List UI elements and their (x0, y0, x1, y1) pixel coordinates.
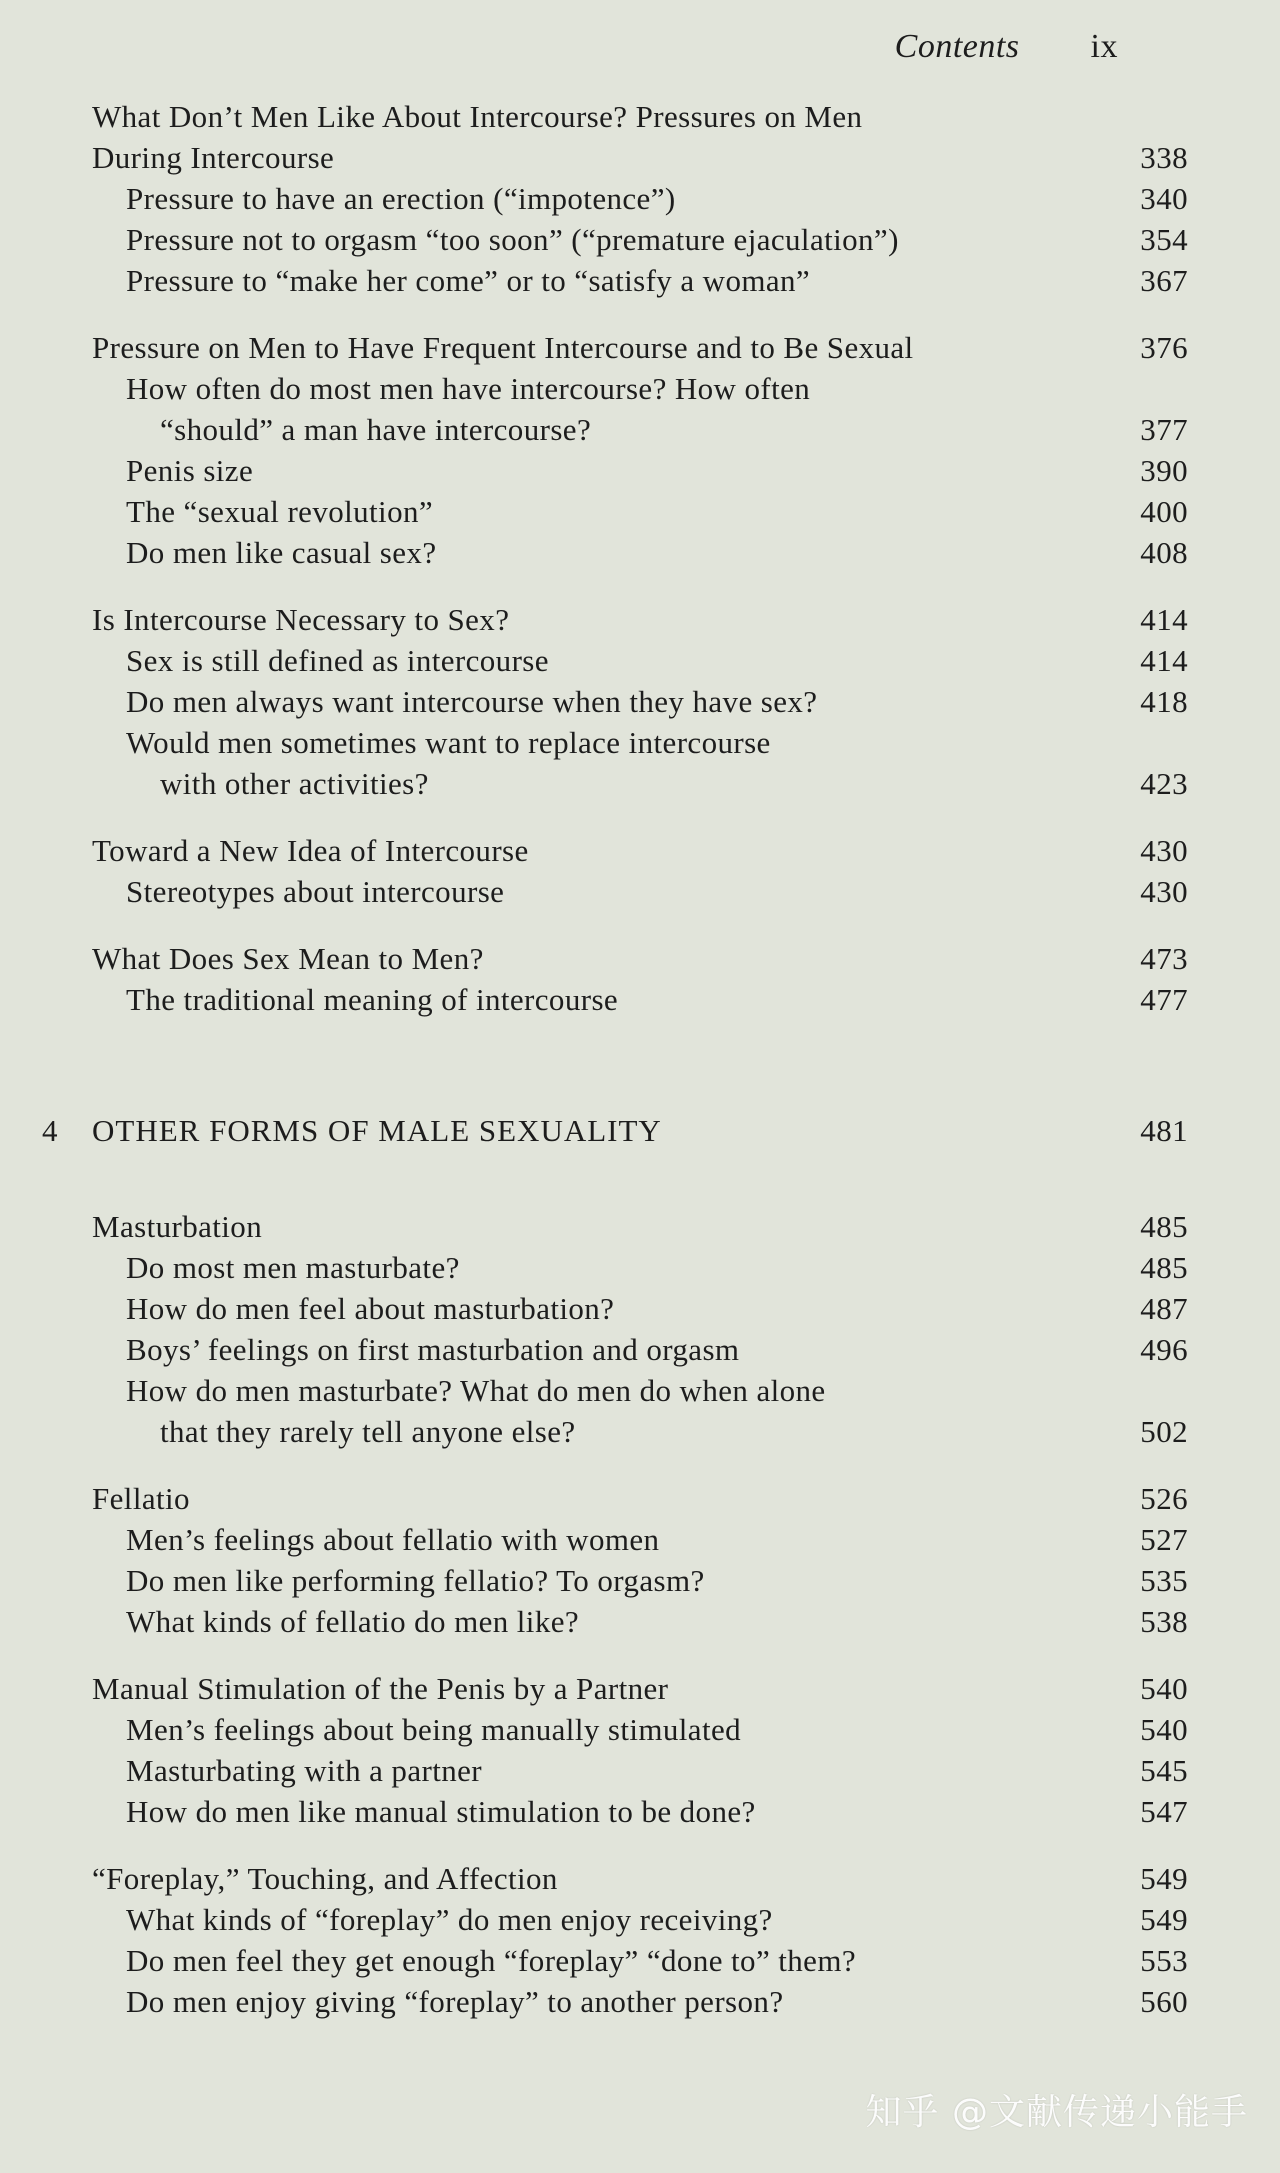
toc-subsection-entry (0, 1411, 1280, 1452)
toc-entry-title: How often do most men have intercourse? How often (126, 371, 811, 406)
chapter-number: 4 (42, 1113, 58, 1148)
toc-entry-title: Sex is still defined as intercourse (126, 643, 549, 678)
toc-entry-title: What Does Sex Mean to Men? (92, 941, 484, 976)
toc-entry-page-number: 473 (1140, 941, 1188, 976)
toc-entry-title: Toward a New Idea of Intercourse (92, 833, 529, 868)
toc-entry-title: Would men sometimes want to replace intercourse (126, 725, 771, 760)
toc-entry-page-number: 553 (1140, 1943, 1188, 1978)
toc-entry-page-number: 408 (1140, 535, 1188, 570)
toc-entry-page-number: 545 (1140, 1753, 1188, 1788)
toc-section-entry (0, 830, 1280, 871)
toc-subsection-entry (0, 1288, 1280, 1329)
toc-entry-page-number: 477 (1140, 982, 1188, 1017)
toc-subsection-entry (0, 1940, 1280, 1981)
toc-entry-page-number: 560 (1140, 1984, 1188, 2019)
toc-entry-title: Pressure not to orgasm “too soon” (“premature ejaculation”) (126, 222, 899, 257)
toc-entry-page-number: 430 (1140, 874, 1188, 909)
toc-entry-title: Do men enjoy giving “foreplay” to another person? (126, 1984, 784, 2019)
toc-entry-page-number: 400 (1140, 494, 1188, 529)
toc-section-entry (0, 137, 1280, 178)
table-of-contents (0, 96, 1280, 2022)
toc-entry-page-number: 502 (1140, 1414, 1188, 1449)
toc-subsection-entry (0, 979, 1280, 1020)
toc-entry-title: What kinds of “foreplay” do men enjoy receiving? (126, 1902, 773, 1937)
chapter-page-number: 481 (1140, 1113, 1188, 1148)
toc-entry-title: Pressure on Men to Have Frequent Intercourse and to Be Sexual (92, 330, 914, 365)
toc-entry-page-number: 423 (1140, 766, 1188, 801)
spacer (0, 1020, 1280, 1110)
toc-entry-page-number: 414 (1140, 602, 1188, 637)
toc-entry-page-number: 496 (1140, 1332, 1188, 1367)
toc-entry-page-number: 549 (1140, 1861, 1188, 1896)
toc-subsection-entry (0, 1601, 1280, 1642)
toc-entry-title: Do men feel they get enough “foreplay” “done to” them? (126, 1943, 856, 1978)
toc-entry-title: How do men masturbate? What do men do when alone (126, 1373, 826, 1408)
toc-entry-title: How do men feel about masturbation? (126, 1291, 615, 1326)
toc-entry-page-number: 535 (1140, 1563, 1188, 1598)
toc-entry-title: How do men like manual stimulation to be done? (126, 1794, 756, 1829)
toc-subsection-entry (0, 640, 1280, 681)
toc-entry-title: “Foreplay,” Touching, and Affection (92, 1861, 558, 1896)
toc-entry-title: Do men always want intercourse when they have sex? (126, 684, 818, 719)
toc-section-entry (0, 1858, 1280, 1899)
toc-entry-page-number: 540 (1140, 1671, 1188, 1706)
toc-entry-title: Pressure to have an erection (“impotence”) (126, 181, 676, 216)
running-head (895, 28, 1118, 66)
toc-entry-page-number: 338 (1140, 140, 1188, 175)
toc-entry-page-number: 547 (1140, 1794, 1188, 1829)
toc-entry-page-number: 414 (1140, 643, 1188, 678)
chapter-title: OTHER FORMS OF MALE SEXUALITY (92, 1113, 662, 1148)
toc-entry-title: Men’s feelings about being manually stimulated (126, 1712, 742, 1747)
toc-entry-title: Do men like casual sex? (126, 535, 437, 570)
toc-section-entry (0, 1206, 1280, 1247)
toc-entry-title: Masturbation (92, 1209, 263, 1244)
toc-entry-title: “should” a man have intercourse? (160, 412, 592, 447)
spacer (0, 1151, 1280, 1206)
toc-entry-title: What kinds of fellatio do men like? (126, 1604, 580, 1639)
toc-chapter-entry (0, 1110, 1280, 1151)
toc-entry-title: that they rarely tell anyone else? (160, 1414, 576, 1449)
toc-subsection-entry (0, 532, 1280, 573)
toc-entry-page-number: 540 (1140, 1712, 1188, 1747)
toc-entry-page-number: 367 (1140, 263, 1188, 298)
toc-section-entry (0, 327, 1280, 368)
toc-entry-title: Fellatio (92, 1481, 190, 1516)
toc-section-entry (0, 1478, 1280, 1519)
spacer (0, 301, 1280, 327)
toc-section-entry (0, 938, 1280, 979)
toc-subsection-entry (0, 178, 1280, 219)
toc-entry-page-number: 526 (1140, 1481, 1188, 1516)
toc-section-entry (0, 1668, 1280, 1709)
toc-subsection-entry (0, 722, 1280, 763)
toc-entry-page-number: 340 (1140, 181, 1188, 216)
toc-entry-title: Do most men masturbate? (126, 1250, 460, 1285)
spacer (0, 804, 1280, 830)
toc-subsection-entry (0, 1750, 1280, 1791)
toc-entry-page-number: 485 (1140, 1250, 1188, 1285)
toc-subsection-entry (0, 681, 1280, 722)
toc-entry-page-number: 354 (1140, 222, 1188, 257)
running-head-title: Contents (894, 28, 1020, 65)
toc-subsection-entry (0, 1709, 1280, 1750)
toc-entry-title: What Don’t Men Like About Intercourse? Pressures on Men (92, 99, 863, 134)
watermark: 知乎 @文献传递小能手 (865, 2092, 1248, 2133)
toc-entry-page-number: 430 (1140, 833, 1188, 868)
toc-entry-page-number: 485 (1140, 1209, 1188, 1244)
toc-subsection-entry (0, 260, 1280, 301)
toc-subsection-entry (0, 1247, 1280, 1288)
spacer (0, 1642, 1280, 1668)
toc-entry-title: Is Intercourse Necessary to Sex? (92, 602, 510, 637)
toc-entry-page-number: 549 (1140, 1902, 1188, 1937)
toc-entry-title: The traditional meaning of intercourse (126, 982, 619, 1017)
toc-subsection-entry (0, 368, 1280, 409)
toc-entry-page-number: 418 (1140, 684, 1188, 719)
toc-entry-page-number: 487 (1140, 1291, 1188, 1326)
toc-entry-title: Pressure to “make her come” or to “satisfy a woman” (126, 263, 811, 298)
toc-subsection-entry (0, 1899, 1280, 1940)
toc-subsection-entry (0, 491, 1280, 532)
toc-entry-title: Masturbating with a partner (126, 1753, 483, 1788)
spacer (0, 1452, 1280, 1478)
toc-entry-page-number: 376 (1140, 330, 1188, 365)
toc-subsection-entry (0, 1329, 1280, 1370)
toc-subsection-entry (0, 409, 1280, 450)
spacer (0, 573, 1280, 599)
toc-subsection-entry (0, 871, 1280, 912)
toc-subsection-entry (0, 450, 1280, 491)
toc-entry-page-number: 390 (1140, 453, 1188, 488)
toc-section-entry (0, 599, 1280, 640)
toc-subsection-entry (0, 1519, 1280, 1560)
toc-subsection-entry (0, 219, 1280, 260)
toc-entry-title: Do men like performing fellatio? To orgasm? (126, 1563, 705, 1598)
toc-entry-title: with other activities? (160, 766, 429, 801)
toc-entry-title: Manual Stimulation of the Penis by a Partner (92, 1671, 669, 1706)
toc-entry-title: Penis size (126, 453, 254, 488)
toc-subsection-entry (0, 1791, 1280, 1832)
toc-entry-title: The “sexual revolution” (126, 494, 434, 529)
toc-entry-title: Boys’ feelings on first masturbation and orgasm (126, 1332, 740, 1367)
toc-subsection-entry (0, 1560, 1280, 1601)
toc-section-entry (0, 96, 1280, 137)
toc-entry-title: During Intercourse (92, 140, 335, 175)
toc-entry-page-number: 527 (1140, 1522, 1188, 1557)
toc-entry-page-number: 538 (1140, 1604, 1188, 1639)
spacer (0, 912, 1280, 938)
toc-subsection-entry (0, 763, 1280, 804)
toc-entry-page-number: 377 (1140, 412, 1188, 447)
running-head-page-number: ix (1090, 28, 1118, 65)
toc-subsection-entry (0, 1370, 1280, 1411)
toc-subsection-entry (0, 1981, 1280, 2022)
toc-entry-title: Stereotypes about intercourse (126, 874, 505, 909)
spacer (0, 1832, 1280, 1858)
toc-entry-title: Men’s feelings about fellatio with women (126, 1522, 660, 1557)
